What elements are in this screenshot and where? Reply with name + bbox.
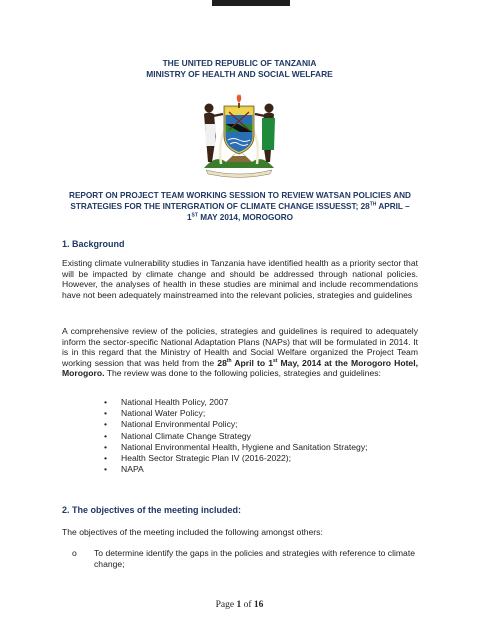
report-title-line-1: REPORT ON PROJECT TEAM WORKING SESSION TO REVIEW WATSAN POLICIES AND <box>69 191 411 200</box>
list-item: • National Health Policy, 2007 <box>100 397 368 408</box>
list-item: • NAPA <box>100 464 368 475</box>
footer-page-total: 16 <box>253 600 264 610</box>
dates-part-2: April to 1 <box>231 357 273 368</box>
paragraph-2-text-end: The review was done to the following policies, strategies and guidelines: <box>104 368 381 378</box>
objective-text: To determine identify the gaps in the policies and strategies with reference to climate change; <box>94 548 416 569</box>
section-heading-objectives: 2. The objectives of the meeting included: <box>62 505 242 515</box>
dates-sup-1: th <box>226 357 232 364</box>
report-title-line-2-tail: APRIL – <box>376 202 410 211</box>
report-title-line-2-sup: TH <box>369 201 377 208</box>
section-heading-background: 1. Background <box>62 239 125 249</box>
footer-page-word: Page <box>215 600 237 610</box>
dates-sup-2: st <box>272 357 278 364</box>
list-item: • Health Sector Strategic Plan IV (2016-2022); <box>100 453 368 464</box>
list-item: • National Water Policy; <box>100 408 368 419</box>
list-item: • National Climate Change Strategy <box>100 431 368 442</box>
report-title-line-3-text: 1 <box>186 213 192 222</box>
background-paragraph-1: Existing climate vulnerability studies in Tanzania have identified health as a priority sector that will be impacted by climate change and should be addressed through national policies. However, the analyses of health in these studies are minimal and include recommendations have not been adequately mainstreamed into the relevant policies, strategies and guidelines <box>62 258 418 300</box>
footer-page-number: 1 <box>236 600 242 610</box>
report-title <box>60 190 420 223</box>
background-paragraph-2 <box>62 326 418 379</box>
report-title-line-2 <box>60 201 420 212</box>
report-title-line-2-text: STRATEGIES FOR THE INTERGRATION OF CLIMATE CHANGE ISSUESST; 28 <box>70 202 370 211</box>
list-item: • National Environmental Policy; <box>100 419 368 430</box>
page-footer <box>0 600 479 610</box>
paragraph-2-text-start: A comprehensive review of the policies, strategies and guidelines is required to adequately inform the sector-specific National Adaptation Plans (NAPs) that will be formulated in 2014. It is in this regard that the Ministry of Health and Social Welfare organized the Project Team working session that was held from the <box>62 326 418 368</box>
dates-part-3: May, 2014 at the Morogoro Hotel, Morogoro. <box>62 357 418 378</box>
objective-item <box>72 548 418 570</box>
objective-marker: o <box>72 548 77 558</box>
footer-of-word: of <box>241 600 254 610</box>
policy-list <box>100 397 368 475</box>
report-title-line-3 <box>60 212 420 223</box>
header-ministry: MINISTRY OF HEALTH AND SOCIAL WELFARE <box>146 69 333 79</box>
header-country: THE UNITED REPUBLIC OF TANZANIA <box>162 58 317 68</box>
list-item: • National Environmental Health, Hygiene and Sanitation Strategy; <box>100 442 368 453</box>
objectives-intro: The objectives of the meeting included the following amongst others: <box>62 527 323 537</box>
report-title-line-3-sup: ST <box>191 212 198 219</box>
report-title-line-3-tail: MAY 2014, MOROGORO <box>197 213 294 222</box>
tanzania-coat-of-arms-icon <box>196 84 282 178</box>
dates-part-1: 28 <box>217 357 227 368</box>
